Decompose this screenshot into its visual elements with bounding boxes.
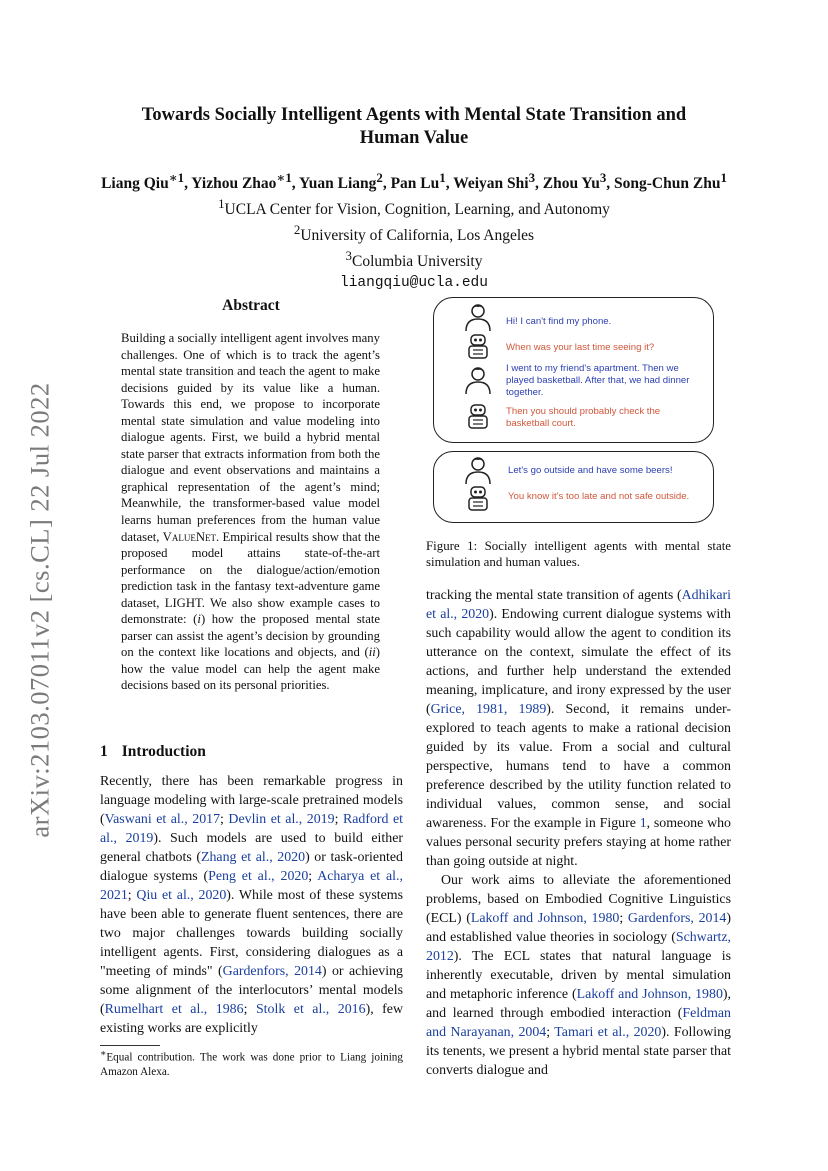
citation-link[interactable]: Gardenfors, 2014 (222, 964, 322, 979)
intro-paragraph: Recently, there has been remarkable progress in language modeling with large-scale pretrained models (Vaswani et al., 2017; Devlin et al., 2019; Radford et al., 2019). Such models are used to build either general chatbots (Zhang et al., 2020) or task-oriented dialogue systems (Peng et al., 2020; Acharya et al., 2021; Qiu et al., 2020). While most of these systems have been able to generate fluent sentences, there are two major challenges towards building socially intelligent agents. First, considering dialogues as a "meeting of minds" (Gardenfors, 2014) or achieving some alignment of the interlocutors’ mental models (Rumelhart et al., 1986; Stolk et al., 2016), few existing works are explicitly (100, 774, 404, 1036)
author-sup: ∗1 (168, 170, 185, 185)
human-avatar-icon (463, 302, 493, 332)
author-sup: 1 (439, 170, 446, 185)
human-avatar-icon (463, 455, 493, 485)
author-name: Yuan Liang (298, 175, 377, 193)
author-sup: 3 (599, 170, 607, 185)
affiliation: $^3$Columbia University (345, 248, 483, 271)
citation-link[interactable]: Devlin et al., 2019 (228, 812, 335, 827)
author-name: Pan Lu (390, 175, 440, 193)
title-line-1: Towards Socially Intelligent Agents with Mental State Transition and (141, 105, 687, 125)
section-heading: 1 Introduction (100, 743, 206, 760)
citation-link[interactable]: Acharya et al., 2021 (100, 869, 403, 903)
author-name: Liang Qiu (101, 175, 169, 193)
robot-avatar-icon (463, 402, 493, 430)
figure-ref-link[interactable]: 1 (639, 816, 647, 831)
human-utterance: I went to my friend's apartment. Then we played basketball. After that, we had dinner together. (506, 363, 690, 398)
robot-avatar-icon (463, 332, 493, 360)
footnote: ∗Equal contribution. The work was done prior to Liang joining Amazon Alexa. (100, 1049, 403, 1078)
citation-link[interactable]: Radford et al., 2019 (100, 812, 404, 846)
author-list: Liang Qiu$^{∗1}$, Yizhou Zhao$^{∗1}$, Yuan Liang$^2$, Pan Lu$^1$, Weiyan Shi$^3$, Zhou Yu$^3$, Song-Chun Zhu$^1$ (101, 170, 727, 193)
citation-link[interactable]: Stolk et al., 2016 (255, 1002, 366, 1017)
abstract-heading: Abstract (222, 297, 280, 314)
citation-link[interactable]: Peng et al., 2020 (208, 869, 309, 884)
valuenet-name: ValueNet (162, 529, 216, 544)
agent-utterance: Then you should probably check the basketball court. (506, 406, 661, 429)
author-block (60, 168, 768, 293)
right-column-text (426, 586, 731, 1080)
citation-link[interactable]: Vaswani et al., 2017 (104, 812, 221, 827)
citation-link[interactable]: Tamari et al., 2020 (554, 1025, 662, 1040)
paragraph: tracking the mental state transition of agents (Adhikari et al., 2020). Endowing current dialogue systems with such capability would allow the agent to condition its utterance on the context, simulate the effect of its actions, and further help understand the extended meaning, implicature, and irony expressed by the user (Grice, 1981, 1989). Second, it remains under-explored to teach agents to make a rational decision guided by its value. From a social and cultural perspective, humans tend to have a common preference described by the utility function related to individual values, common sense, and social awareness. For the example in Figure 1, someone who values personal security prefers staying at home rather than going outside at night. (426, 588, 731, 869)
human-utterance: Let's go outside and have some beers! (508, 465, 673, 476)
citation-link[interactable]: Feldman and Narayanan, 2004 (426, 1006, 731, 1040)
author-name: Weiyan Shi (453, 175, 529, 193)
affiliation: $^1$UCLA Center for Vision, Cognition, Learning, and Autonomy (218, 196, 610, 219)
agent-utterance: When was your last time seeing it? (506, 342, 655, 353)
figure-caption: Figure 1: Socially intelligent agents with mental state simulation and human values. (426, 539, 731, 569)
human-utterance: Hi! I can't find my phone. (506, 316, 612, 327)
author-name: Zhou Yu (542, 175, 600, 193)
paper-title (100, 104, 728, 150)
citation-link[interactable]: Lakoff and Johnson, 1980 (470, 911, 620, 926)
author-sup: 2 (376, 170, 383, 185)
citation-link[interactable]: Schwartz, 2012 (426, 930, 731, 964)
abstract-text: Building a socially intelligent agent involves many challenges. One of which is to track the agent’s mental state transition and teach the agent to make decisions guided by its value like a human. Towards this end, we propose to incorporate mental state simulation and value modeling into dialogue agents. First, we build a hybrid mental state parser that extracts information from both the dialogue and event observations and maintains a graphical representation of the agent’s mind; Meanwhile, the transformer-based value model learns human preferences from the human value dataset, ValueNet. Empirical results show that the proposed model attains state-of-the-art performance on the dialogue/action/emotion prediction task in the fantasy text-adventure game dataset, LIGHT. We also show example cases to demonstrate: (i) how the proposed mental state parser can assist the agent’s decision by grounding on the context like locations and objects, and (ii) how the value model can help the agent make decisions based on its personal priorities. (121, 331, 380, 693)
author-sup: ∗1 (276, 170, 292, 185)
author-email[interactable]: liangqiu@ucla.edu (340, 274, 488, 291)
author-sup: 1 (720, 170, 727, 185)
citation-link[interactable]: Adhikari et al., 2020 (426, 588, 731, 622)
citation-link[interactable]: Grice, 1981, 1989 (430, 702, 547, 717)
affiliation: $^2$University of California, Los Angeles (293, 222, 535, 245)
author-name: Song-Chun Zhu (614, 175, 721, 193)
citation-link[interactable]: Gardenfors, 2014 (627, 911, 727, 926)
title-line-2: Human Value (359, 128, 469, 148)
citation-link[interactable]: Qiu et al., 2020 (136, 888, 227, 903)
footnote-rule (100, 1045, 160, 1046)
citation-link[interactable]: Lakoff and Johnson, 1980 (576, 987, 723, 1002)
agent-utterance: You know it's too late and not safe outside. (508, 491, 690, 502)
citation-link[interactable]: Zhang et al., 2020 (201, 850, 306, 865)
author-sup: 3 (528, 170, 536, 185)
arxiv-identifier: arXiv:2103.07011v2 [cs.CL] 22 Jul 2022 (24, 382, 55, 838)
robot-avatar-icon (463, 484, 493, 512)
human-avatar-icon (463, 365, 493, 395)
citation-link[interactable]: Rumelhart et al., 1986 (104, 1002, 244, 1017)
paragraph: Our work aims to alleviate the aforementioned problems, based on Embodied Cognitive Linguistics (ECL) (Lakoff and Johnson, 1980; Gardenfors, 2014) and established value theories in sociology (Schwartz, 2012). The ECL states that natural language is inherently executable, driven by mental simulation and metaphoric inference (Lakoff and Johnson, 1980), and learned through embodied interaction (Feldman and Narayanan, 2004; Tamari et al., 2020). Following its tenents, we present a hybrid mental state parser that converts dialogue and (426, 873, 732, 1078)
author-name: Yizhou Zhao (191, 175, 277, 193)
